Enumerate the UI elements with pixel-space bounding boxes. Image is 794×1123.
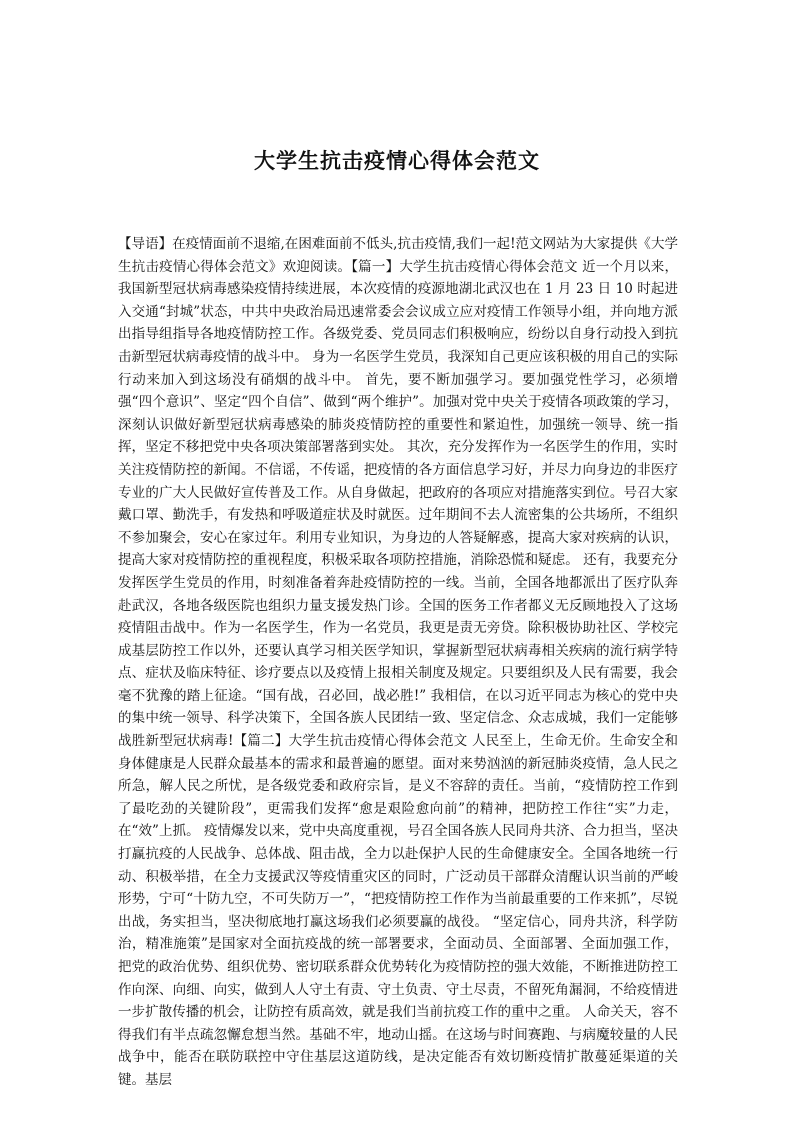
document-body: 【导语】在疫情面前不退缩,在困难面前不低头,抗击疫情,我们一起!范文网站为大家提供《大学生抗击疫情心得体会范文》欢迎阅读。【篇一】大学生抗击疫情心得体会范文 近一个月以来，我国新型冠状病毒感染疫情持续进展，本次疫情的疫源地湖北武汉也在 1 月 23 日 10 时起进入交通“封城”状态，中共中央政治局迅速常委会会议成立应对疫情工作领导小组，并向地方派出指导组指导各地疫情防控工作。各级党委、党员同志们积极响应，纷纷以自身行动投入到抗击新型冠状病毒疫情的战斗中。 身为一名医学生党员，我深知自己更应该积极的用自己的实际行动来加入到这场没有硝烟的战斗中。 首先，要不断加强学习。要加强党性学习，必须增强“四个意识”、坚定“四个自信”、做到“两个维护”。加强对党中央关于疫情各项政策的学习，深刻认识做好新型冠状病毒感染的肺炎疫情防控的重要性和紧迫性，加强统一领导、统一指挥，坚定不移把党中央各项决策部署落到实处。 其次，充分发挥作为一名医学生的作用，实时关注疫情防控的新闻。不信谣，不传谣，把疫情的各方面信息学习好，并尽力向身边的非医疗专业的广大人民做好宣传普及工作。从自身做起，把政府的各项应对措施落实到位。号召大家戴口罩、勤洗手，有发热和呼吸道症状及时就医。过年期间不去人流密集的公共场所，不组织不参加聚会，安心在家过年。利用专业知识，为身边的人答疑解惑，提高大家对疾病的认识，提高大家对疫情防控的重视程度，积极采取各项防控措施，消除恐慌和疑虑。 还有，我要充分发挥医学生党员的作用，时刻准备着奔赴疫情防控的一线。当前，全国各地都派出了医疗队奔赴武汉，各地各级医院也组织力量支援发热门诊。全国的医务工作者都义无反顾地投入了这场疫情阻击战中。作为一名医学生，作为一名党员，我更是责无旁贷。除积极协助社区、学校完成基层防控工作以外，还要认真学习相关医学知识，掌握新型冠状病毒相关疾病的流行病学特点、症状及临床特征、诊疗要点以及疫情上报相关制度及规定。只要组织及人民有需要，我会毫不犹豫的踏上征途。“国有战，召必回，战必胜!” 我相信，在以习近平同志为核心的党中央的集中统一领导、科学决策下，全国各族人民团结一致、坚定信念、众志成城，我们一定能够战胜新型冠状病毒!【篇二】大学生抗击疫情心得体会范文 人民至上，生命无价。生命安全和身体健康是人民群众最基本的需求和最普遍的愿望。面对来势汹汹的新冠肺炎疫情，急人民之所急，解人民之所忧，是各级党委和政府宗旨，是义不容辞的责任。当前，“疫情防控工作到了最吃劲的关键阶段”，更需我们发挥“愈是艰险愈向前”的精神，把防控工作往“实”力走，在“效”上抓。 疫情爆发以来，党中央高度重视，号召全国各族人民同舟共济、合力担当，坚决打赢抗疫的人民战争、总体战、阻击战，全力以赴保护人民的生命健康安全。全国各地统一行动、积极举措，在全力支援武汉等疫情重灾区的同时，广泛动员干部群众清醒认识当前的严峻形势，宁可“十防九空，不可失防万一”，“把疫情防控工作作为当前最重要的工作来抓”，尽锐出战，务实担当，坚决彻底地打赢这场我们必须要赢的战役。 “坚定信心，同舟共济，科学防治，精准施策”是国家对全面抗疫战的统一部署要求，全面动员、全面部署、全面加强工作，把党的政治优势、组织优势、密切联系群众优势转化为疫情防控的强大效能，不断推进防控工作向深、向细、向实，做到人人守土有责、守土负责、守土尽责，不留死角漏洞，不给疫情进一步扩散传播的机会，让防控有质高效，就是我们当前抗疫工作的重中之重。 人命关天，容不得我们有半点疏忽懈怠想当然。基础不牢，地动山摇。在这场与时间赛跑、与病魔较量的人民战争中，能否在联防联控中守住基层这道防线，是决定能否有效切断疫情扩散蔓延渠道的关键。基层: [118, 236, 678, 1088]
document-title: 大学生抗击疫情心得体会范文: [254, 148, 540, 173]
